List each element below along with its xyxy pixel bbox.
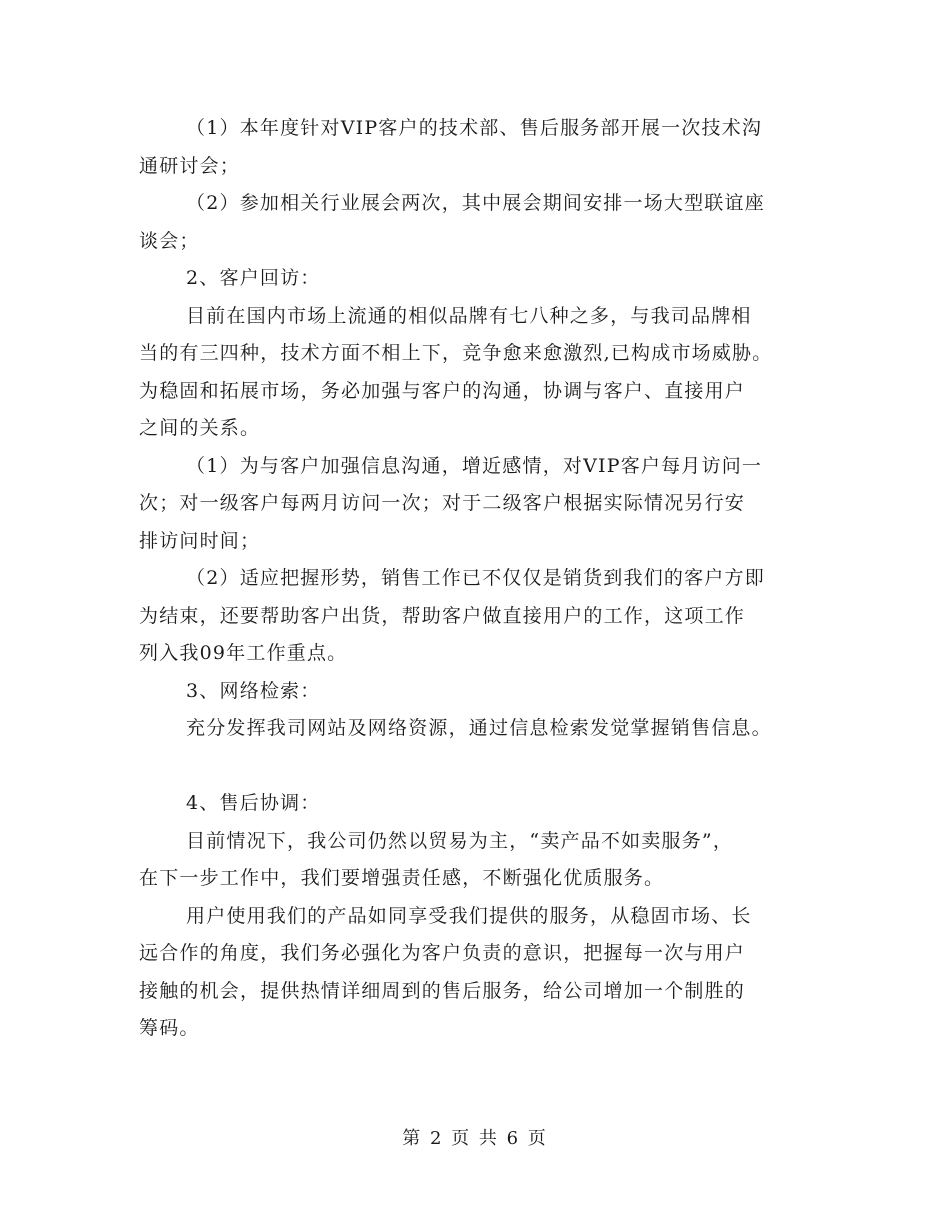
paragraph-service-focus (139, 823, 819, 898)
text-line: 2、客户回访： (186, 267, 321, 289)
text-line: 目前在国内市场上流通的相似品牌有七八种之多，与我司品牌相 (186, 304, 752, 327)
page-number-footer: 第 2 页 共 6 页 (402, 1128, 548, 1149)
paragraph-visit-frequency (139, 448, 819, 561)
text-line: 谈会； (139, 229, 200, 252)
text-line: 通研讨会； (139, 154, 241, 177)
document-body (139, 110, 819, 1048)
text-line: 列入我09年工作重点。 (139, 642, 348, 664)
section-heading-customer-visit (139, 260, 819, 298)
section-heading-web-search (139, 673, 819, 711)
text-line: 远合作的角度，我们务必强化为客户负责的意识，把握每一次与用户 (139, 942, 746, 964)
text-line: （2）参加相关行业展会两次，其中展会期间安排一场大型联谊座 (186, 192, 765, 214)
paragraph-web-resources (139, 710, 819, 748)
text-line: 次；对一级客户每两月访问一次；对于二级客户根据实际情况另行安 (139, 492, 746, 514)
text-line: （1）为与客户加强信息沟通，增近感情，对VIP客户每月访问一 (186, 454, 763, 477)
text-line: 为稳固和拓展市场，务必加强与客户的沟通，协调与客户、直接用户 (139, 379, 746, 402)
paragraph-vip-seminar (139, 110, 819, 185)
paragraph-market-competition (139, 298, 819, 448)
text-line: 为结束，还要帮助客户出货，帮助客户做直接用户的工作，这项工作 (139, 604, 746, 627)
text-line: （2）适应把握形势，销售工作已不仅仅是销货到我们的客户方即 (186, 567, 765, 589)
blank-line (139, 748, 819, 786)
text-line: 之间的关系。 (139, 417, 261, 439)
text-line: 在下一步工作中，我们要增强责任感，不断强化优质服务。 (139, 867, 665, 889)
text-line: 用户使用我们的产品如同享受我们提供的服务，从稳固市场、长 (186, 904, 752, 927)
text-line: 充分发挥我司网站及网络资源，通过信息检索发觉掌握销售信息。 (186, 717, 772, 739)
paragraph-trade-show (139, 185, 819, 260)
text-line: （1）本年度针对VIP客户的技术部、售后服务部开展一次技术沟 (186, 117, 763, 139)
section-heading-after-sales (139, 785, 819, 823)
paragraph-after-sales-service (139, 898, 819, 1048)
text-line: 排访问时间； (139, 529, 261, 552)
text-line: 筹码。 (139, 1017, 200, 1039)
text-line: 3、网络检索： (186, 679, 321, 702)
text-line: 当的有三四种，技术方面不相上下，竞争愈来愈激烈,已构成市场威胁。 (139, 342, 773, 364)
paragraph-sales-work (139, 560, 819, 673)
text-line: 目前情况下，我公司仍然以贸易为主，“卖产品不如卖服务”， (186, 829, 734, 852)
text-line: 接触的机会，提供热情详细周到的售后服务，给公司增加一个制胜的 (139, 979, 746, 1002)
text-line: 4、售后协调： (186, 792, 321, 814)
